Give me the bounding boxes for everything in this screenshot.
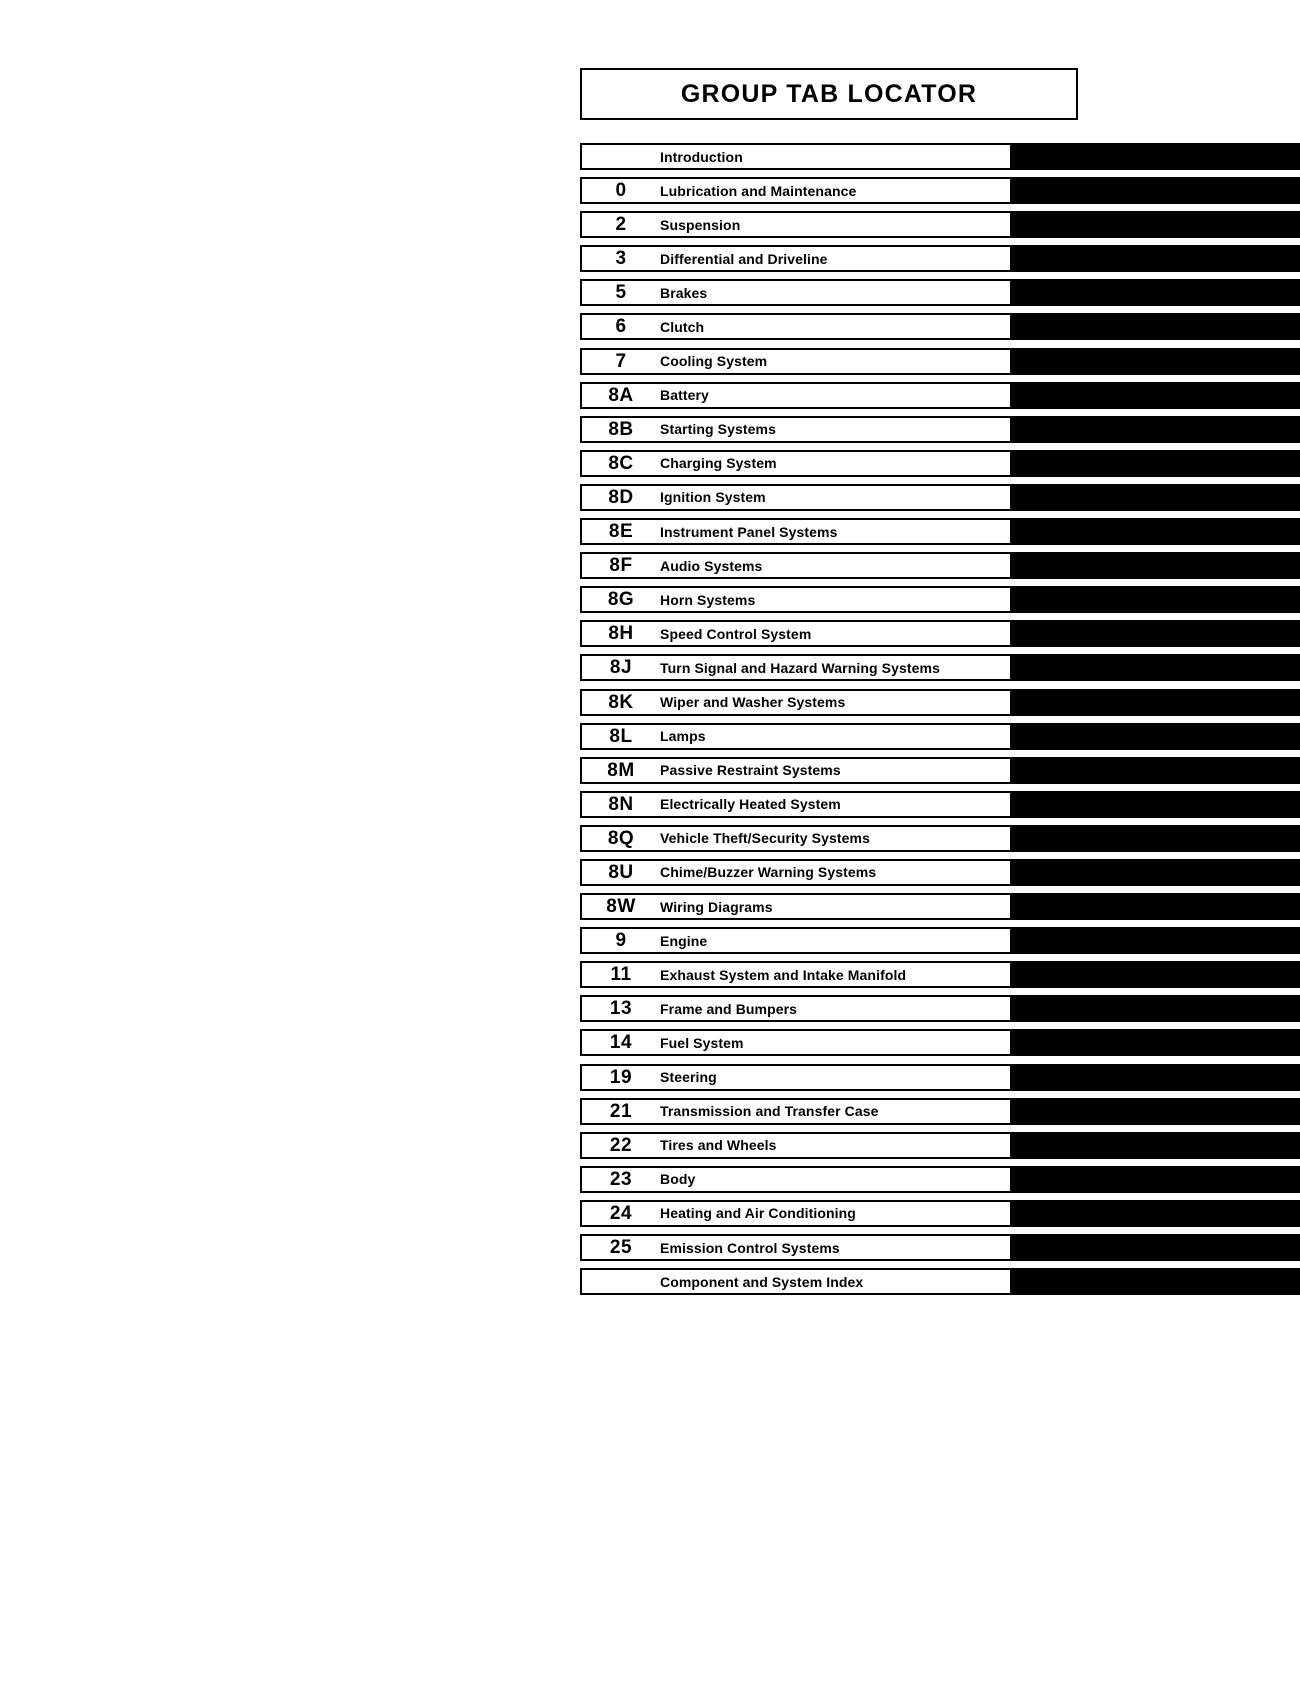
group-tab-number: 8G [607,589,635,611]
group-tab-label: Vehicle Theft/Security Systems [660,830,870,847]
group-tab-number: 25 [609,1237,633,1258]
group-tab-row[interactable] [580,313,1300,340]
group-tab-row[interactable] [580,1200,1300,1227]
group-tab-entry[interactable] [580,416,1012,443]
group-tab-number: 21 [609,1100,633,1122]
group-tab-entry[interactable] [580,1268,1012,1295]
group-tab-number: 24 [609,1202,633,1224]
group-tab-entry[interactable] [580,450,1012,477]
group-tab-label: Lubrication and Maintenance [660,182,857,199]
group-tab-label: Horn Systems [660,591,756,608]
group-tab-row[interactable] [580,1166,1300,1193]
group-tab-entry[interactable] [580,1132,1012,1159]
group-tab-entry[interactable] [580,552,1012,579]
group-tab-entry[interactable] [580,757,1012,784]
group-tab-entry[interactable] [580,995,1012,1022]
group-tab-number: 14 [609,1032,633,1054]
group-tab-list [580,143,1300,1302]
group-tab-marker [1012,1098,1300,1125]
group-tab-label: Suspension [660,216,741,233]
group-tab-entry[interactable] [580,1098,1012,1125]
group-tab-number: 13 [609,998,633,1020]
group-tab-entry[interactable] [580,211,1012,238]
group-tab-number: 8E [608,521,634,543]
group-tab-label: Speed Control System [660,625,812,642]
group-tab-number: 8C [608,452,634,474]
group-tab-row[interactable] [580,382,1300,409]
group-tab-row[interactable] [580,518,1300,545]
group-tab-marker [1012,313,1300,340]
group-tab-label: Emission Control Systems [660,1239,840,1256]
group-tab-row[interactable] [580,245,1300,272]
group-tab-marker [1012,791,1300,818]
group-tab-row[interactable] [580,450,1300,477]
group-tab-entry[interactable] [580,1029,1012,1056]
group-tab-marker [1012,143,1300,170]
page-title-box [580,68,1078,120]
group-tab-entry[interactable] [580,927,1012,954]
group-tab-marker [1012,450,1300,477]
group-tab-number: 8B [608,418,634,440]
group-tab-entry[interactable] [580,620,1012,647]
group-tab-label: Turn Signal and Hazard Warning Systems [660,659,940,676]
group-tab-entry[interactable] [580,689,1012,716]
group-tab-label: Body [660,1171,696,1188]
group-tab-number: 8A [608,384,634,406]
group-tab-entry[interactable] [580,859,1012,886]
group-tab-row[interactable] [580,586,1300,613]
group-tab-label: Component and System Index [660,1273,864,1290]
group-tab-row[interactable] [580,995,1300,1022]
group-tab-marker [1012,1064,1300,1091]
group-tab-entry[interactable] [580,586,1012,613]
group-tab-entry[interactable] [580,825,1012,852]
group-tab-number: 8W [606,896,636,918]
group-tab-label: Brakes [660,284,708,301]
group-tab-row[interactable] [580,791,1300,818]
group-tab-row[interactable] [580,348,1300,375]
group-tab-number: 8L [609,725,633,747]
group-tab-marker [1012,995,1300,1022]
group-tab-entry[interactable] [580,245,1012,272]
group-tab-label: Passive Restraint Systems [660,762,841,779]
group-tab-marker [1012,1200,1300,1227]
group-tab-number: 5 [615,282,627,304]
group-tab-entry[interactable] [580,313,1012,340]
group-tab-row[interactable] [580,1268,1300,1295]
group-tab-entry[interactable] [580,518,1012,545]
group-tab-entry[interactable] [580,279,1012,306]
group-tab-marker [1012,757,1300,784]
group-tab-row[interactable] [580,620,1300,647]
group-tab-marker [1012,382,1300,409]
group-tab-number: 11 [610,964,632,986]
group-tab-entry[interactable] [580,484,1012,511]
group-tab-label: Frame and Bumpers [660,1000,798,1017]
group-tab-label: Clutch [660,318,705,335]
group-tab-entry[interactable] [580,382,1012,409]
group-tab-row[interactable] [580,927,1300,954]
group-tab-number: 8D [608,486,634,508]
group-tab-row[interactable] [580,961,1300,988]
group-tab-label: Chime/Buzzer Warning Systems [660,864,877,881]
group-tab-marker [1012,279,1300,306]
group-tab-number: 8N [608,793,634,815]
group-tab-row[interactable] [580,757,1300,784]
group-tab-entry[interactable] [580,1166,1012,1193]
group-tab-marker [1012,586,1300,613]
group-tab-row[interactable] [580,689,1300,716]
group-tab-row[interactable] [580,484,1300,511]
group-tab-number: 23 [609,1168,633,1190]
group-tab-label: Electrically Heated System [660,796,841,813]
group-tab-number: 2 [615,214,627,236]
group-tab-marker [1012,552,1300,579]
group-tab-row[interactable] [580,1098,1300,1125]
group-tab-row[interactable] [580,825,1300,852]
group-tab-entry[interactable] [580,654,1012,681]
group-tab-label: Fuel System [660,1034,744,1051]
group-tab-marker [1012,211,1300,238]
group-tab-marker [1012,177,1300,204]
group-tab-label: Ignition System [660,489,766,506]
group-tab-entry[interactable] [580,1234,1012,1261]
group-tab-row[interactable] [580,1234,1300,1261]
group-tab-marker [1012,1268,1300,1295]
group-tab-entry[interactable] [580,177,1012,204]
group-tab-number: 8U [608,861,634,883]
group-tab-entry[interactable] [580,143,1012,170]
group-tab-row[interactable] [580,177,1300,204]
group-tab-marker [1012,1132,1300,1159]
group-tab-entry[interactable] [580,348,1012,375]
group-tab-label: Engine [660,932,708,949]
group-tab-number: 7 [615,350,627,372]
group-tab-number: 8Q [607,827,635,849]
group-tab-label: Steering [660,1069,717,1086]
group-tab-marker [1012,518,1300,545]
group-tab-number: 9 [615,930,627,952]
group-tab-label: Lamps [660,728,706,745]
group-tab-number: 8F [609,555,633,577]
group-tab-row[interactable] [580,1064,1300,1091]
group-tab-marker [1012,961,1300,988]
group-tab-entry[interactable] [580,791,1012,818]
group-tab-number: 8H [608,623,634,645]
group-tab-marker [1012,927,1300,954]
group-tab-marker [1012,620,1300,647]
group-tab-label: Instrument Panel Systems [660,523,838,540]
group-tab-row[interactable] [580,654,1300,681]
group-tab-label: Transmission and Transfer Case [660,1103,879,1120]
group-tab-label: Battery [660,387,709,404]
group-tab-row[interactable] [580,723,1300,750]
group-tab-label: Starting Systems [660,421,776,438]
group-tab-number: 19 [609,1066,633,1088]
group-tab-label: Differential and Driveline [660,250,828,267]
group-tab-row[interactable] [580,1132,1300,1159]
group-tab-marker [1012,1166,1300,1193]
group-tab-label: Wiring Diagrams [660,898,773,915]
group-tab-entry[interactable] [580,893,1012,920]
page-title: GROUP TAB LOCATOR [680,79,978,108]
group-tab-label: Cooling System [660,353,768,370]
group-tab-row[interactable] [580,552,1300,579]
group-tab-label: Charging System [660,455,777,472]
group-tab-number: 0 [615,180,627,202]
group-tab-marker [1012,723,1300,750]
group-tab-marker [1012,416,1300,443]
group-tab-marker [1012,654,1300,681]
group-tab-entry[interactable] [580,1064,1012,1091]
group-tab-row[interactable] [580,279,1300,306]
group-tab-label: Tires and Wheels [660,1137,777,1154]
group-tab-number: 3 [615,248,627,270]
group-tab-marker [1012,859,1300,886]
group-tab-number: 8K [608,691,634,713]
group-tab-marker [1012,484,1300,511]
group-tab-row[interactable] [580,416,1300,443]
group-tab-row[interactable] [580,893,1300,920]
group-tab-marker [1012,689,1300,716]
group-tab-marker [1012,893,1300,920]
group-tab-number: 8M [607,759,635,781]
group-tab-marker [1012,1029,1300,1056]
group-tab-number: 8J [609,657,633,679]
group-tab-entry[interactable] [580,1200,1012,1227]
group-tab-label: Wiper and Washer Systems [660,694,846,710]
group-tab-row[interactable] [580,211,1300,238]
group-tab-number: 22 [609,1134,633,1156]
group-tab-label: Exhaust System and Intake Manifold [660,966,907,983]
group-tab-marker [1012,825,1300,852]
group-tab-row[interactable] [580,859,1300,886]
group-tab-label: Heating and Air Conditioning [660,1205,856,1222]
group-tab-row[interactable] [580,1029,1300,1056]
group-tab-entry[interactable] [580,961,1012,988]
group-tab-label: Audio Systems [660,557,763,574]
group-tab-entry[interactable] [580,723,1012,750]
group-tab-marker [1012,245,1300,272]
group-tab-row[interactable] [580,143,1300,170]
group-tab-marker [1012,348,1300,375]
group-tab-marker [1012,1234,1300,1261]
group-tab-number: 6 [615,316,627,338]
group-tab-label: Introduction [660,148,743,165]
